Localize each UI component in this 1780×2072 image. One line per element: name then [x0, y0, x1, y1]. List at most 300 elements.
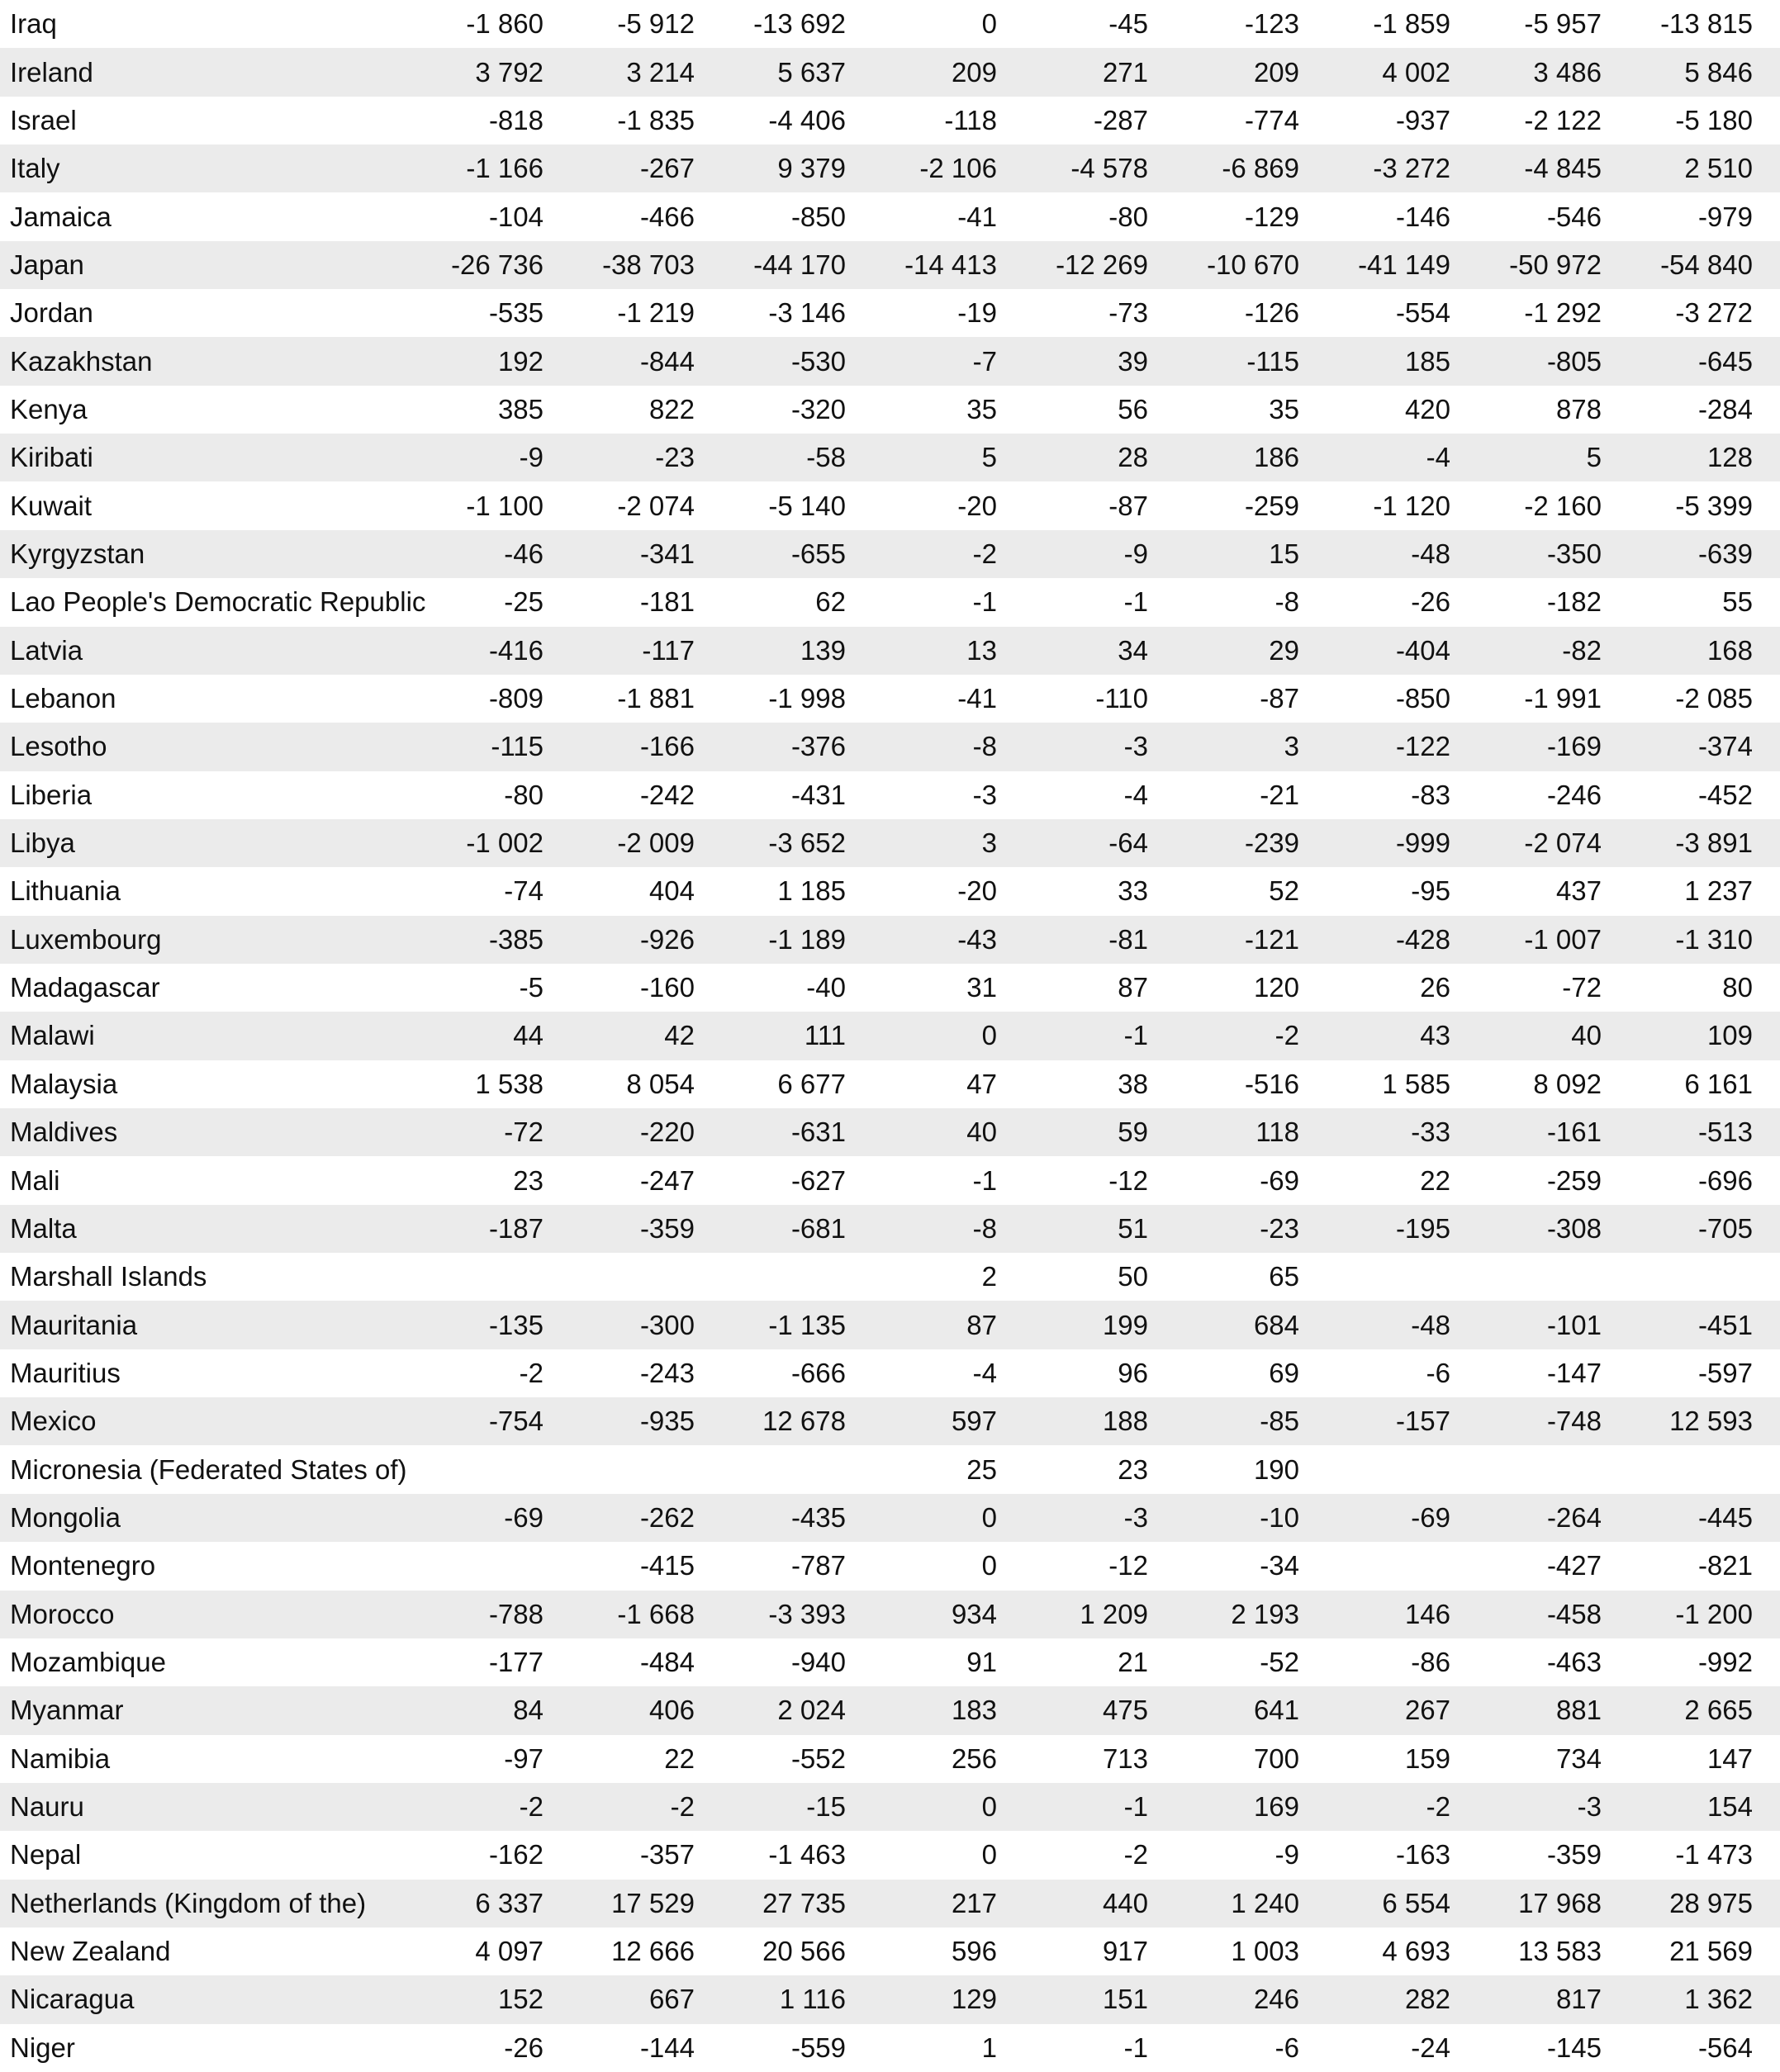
value-cell: -5 180 — [1675, 104, 1753, 135]
value-cell: 12 666 — [611, 1936, 695, 1967]
value-cell: 139 — [800, 634, 846, 666]
value-cell — [543, 1253, 695, 1301]
value-cell: 1 209 — [1080, 1598, 1148, 1629]
value-cell: -516 — [1244, 1068, 1299, 1099]
value-cell — [1602, 1253, 1753, 1301]
table-row — [0, 964, 1780, 1012]
value-cell: 3 — [981, 827, 997, 859]
value-cell: -2 — [1123, 1839, 1148, 1870]
value-cell: 151 — [1102, 1984, 1148, 2015]
value-cell: -121 — [1244, 923, 1299, 955]
value-cell: -3 272 — [1373, 153, 1450, 184]
value-cell: -69 — [504, 1501, 543, 1533]
value-cell: 1 538 — [475, 1068, 543, 1099]
country-name: Kyrgyzstan — [10, 538, 145, 569]
value-cell: -559 — [790, 2032, 846, 2063]
value-cell: 817 — [1555, 1984, 1602, 2015]
value-cell: 713 — [1102, 1742, 1148, 1774]
value-cell: -7 — [972, 345, 997, 377]
value-cell: -4 578 — [1070, 153, 1148, 184]
value-cell: -8 — [1274, 586, 1299, 618]
value-cell: 51 — [1118, 1212, 1148, 1244]
value-cell: -2 122 — [1524, 104, 1602, 135]
value-cell: 15 — [1269, 538, 1299, 569]
value-cell: -110 — [1095, 683, 1148, 714]
value-cell — [1450, 1253, 1602, 1301]
value-cell: -242 — [639, 779, 695, 810]
value-cell: 6 554 — [1382, 1887, 1450, 1918]
value-cell: -162 — [488, 1839, 543, 1870]
table-row — [0, 1349, 1780, 1397]
value-cell: 0 — [981, 1501, 997, 1533]
value-cell: -73 — [1108, 297, 1148, 329]
country-name: Malawi — [10, 1020, 95, 1051]
value-cell: 28 975 — [1669, 1887, 1753, 1918]
value-cell: 8 092 — [1533, 1068, 1602, 1099]
value-cell: 440 — [1102, 1887, 1148, 1918]
value-cell: 641 — [1253, 1695, 1299, 1726]
value-cell: 23 — [513, 1164, 543, 1196]
country-name: Niger — [10, 2032, 75, 2063]
value-cell: -129 — [1244, 201, 1299, 232]
value-cell: 878 — [1555, 393, 1602, 424]
country-name: Mauritania — [10, 1309, 138, 1340]
country-name: Luxembourg — [10, 923, 162, 955]
value-cell: 44 — [513, 1020, 543, 1051]
value-cell: -5 912 — [617, 8, 695, 40]
value-cell: -104 — [488, 201, 543, 232]
value-cell: -267 — [639, 153, 695, 184]
value-cell: -4 845 — [1524, 153, 1602, 184]
value-cell: 192 — [497, 345, 543, 377]
value-cell: -530 — [790, 345, 846, 377]
value-cell: 4 097 — [475, 1936, 543, 1967]
value-cell: -38 703 — [602, 249, 695, 280]
value-cell: -97 — [504, 1742, 543, 1774]
country-name: Lao People's Democratic Republic — [10, 586, 426, 618]
value-cell: 80 — [1722, 972, 1753, 1003]
table-row — [0, 1301, 1780, 1349]
value-cell: -1 310 — [1675, 923, 1753, 955]
value-cell: -23 — [655, 442, 695, 473]
value-cell: -6 — [1274, 2032, 1299, 2063]
country-name: Jordan — [10, 297, 93, 329]
table-row — [0, 2024, 1780, 2072]
value-cell: -463 — [1546, 1647, 1602, 1678]
value-cell: -166 — [639, 731, 695, 762]
value-cell: -415 — [639, 1550, 695, 1581]
value-cell: -239 — [1244, 827, 1299, 859]
country-name: Malaysia — [10, 1068, 118, 1099]
value-cell: -157 — [1395, 1406, 1450, 1437]
value-cell: -935 — [639, 1406, 695, 1437]
table-row — [0, 1831, 1780, 1879]
value-cell: -1 473 — [1675, 1839, 1753, 1870]
value-cell: -788 — [488, 1598, 543, 1629]
value-cell: 2 024 — [777, 1695, 846, 1726]
value-cell: -705 — [1697, 1212, 1753, 1244]
value-cell: 1 240 — [1231, 1887, 1299, 1918]
value-cell: -20 — [957, 490, 997, 521]
value-cell: -2 106 — [919, 153, 997, 184]
value-cell: -4 406 — [768, 104, 846, 135]
value-cell: -26 — [1411, 586, 1450, 618]
value-cell: -4 — [1123, 779, 1148, 810]
value-cell: -243 — [639, 1357, 695, 1388]
table-row — [0, 289, 1780, 337]
value-cell: -466 — [639, 201, 695, 232]
value-cell: -350 — [1546, 538, 1602, 569]
value-cell: -5 957 — [1524, 8, 1602, 40]
value-cell: -52 — [1260, 1647, 1299, 1678]
value-cell: -50 972 — [1509, 249, 1602, 280]
value-cell: -564 — [1697, 2032, 1753, 2063]
value-cell: -2 074 — [617, 490, 695, 521]
value-cell: -2 — [519, 1791, 543, 1823]
value-cell: -1 859 — [1373, 8, 1450, 40]
value-cell: -1 189 — [768, 923, 846, 955]
value-cell: -940 — [790, 1647, 846, 1678]
table-row — [0, 1397, 1780, 1445]
value-cell: -774 — [1244, 104, 1299, 135]
value-cell: 55 — [1722, 586, 1753, 618]
value-cell: 0 — [981, 1791, 997, 1823]
value-cell: -1 219 — [617, 297, 695, 329]
value-cell: -451 — [1697, 1309, 1753, 1340]
table-row — [0, 1542, 1780, 1590]
value-cell: 39 — [1118, 345, 1148, 377]
value-cell: -181 — [639, 586, 695, 618]
value-cell: -8 — [972, 731, 997, 762]
value-cell: 420 — [1404, 393, 1450, 424]
table-row — [0, 1205, 1780, 1253]
table-row — [0, 771, 1780, 819]
value-cell: 23 — [1118, 1453, 1148, 1485]
value-cell: -3 — [972, 779, 997, 810]
value-cell: 120 — [1253, 972, 1299, 1003]
country-name: Montenegro — [10, 1550, 156, 1581]
country-name: Kuwait — [10, 490, 93, 521]
table-row — [0, 627, 1780, 675]
value-cell: -163 — [1395, 1839, 1450, 1870]
value-cell: -3 — [1123, 1501, 1148, 1533]
value-cell: -376 — [790, 731, 846, 762]
value-cell: -645 — [1697, 345, 1753, 377]
value-cell: -597 — [1697, 1357, 1753, 1388]
country-name: Mexico — [10, 1406, 97, 1437]
country-name: Lithuania — [10, 875, 121, 907]
value-cell: 4 693 — [1382, 1936, 1450, 1967]
value-cell: 5 — [1586, 442, 1602, 473]
value-cell: 129 — [951, 1984, 997, 2015]
value-cell: -385 — [488, 923, 543, 955]
table-row — [0, 0, 1780, 48]
value-cell: 128 — [1706, 442, 1753, 473]
value-cell: 684 — [1253, 1309, 1299, 1340]
value-cell: 0 — [981, 1550, 997, 1581]
value-cell: 96 — [1118, 1357, 1148, 1388]
value-cell: 12 593 — [1669, 1406, 1753, 1437]
value-cell: 56 — [1118, 393, 1148, 424]
value-cell: 1 185 — [777, 875, 846, 907]
value-cell: 47 — [966, 1068, 997, 1099]
value-cell: -1 — [1123, 586, 1148, 618]
value-cell: -1 002 — [466, 827, 543, 859]
value-cell: 84 — [513, 1695, 543, 1726]
value-cell: -3 146 — [768, 297, 846, 329]
country-name: Japan — [10, 249, 84, 280]
value-cell: -1 — [1123, 1020, 1148, 1051]
country-name: Jamaica — [10, 201, 112, 232]
table-row — [0, 1494, 1780, 1542]
value-cell: 146 — [1404, 1598, 1450, 1629]
table-row — [0, 145, 1780, 192]
value-cell: 40 — [966, 1117, 997, 1148]
value-cell: -46 — [504, 538, 543, 569]
value-cell: -74 — [504, 875, 543, 907]
value-cell: -754 — [488, 1406, 543, 1437]
value-cell: -2 — [670, 1791, 695, 1823]
value-cell: 3 — [1284, 731, 1299, 762]
value-cell: -655 — [790, 538, 846, 569]
value-cell: -979 — [1697, 201, 1753, 232]
value-cell: -24 — [1411, 2032, 1450, 2063]
value-cell: -4 — [972, 1357, 997, 1388]
value-cell: -26 736 — [451, 249, 543, 280]
value-cell: 183 — [951, 1695, 997, 1726]
value-cell: -805 — [1546, 345, 1602, 377]
value-cell: -552 — [790, 1742, 846, 1774]
value-cell: -4 — [1426, 442, 1450, 473]
table-row — [0, 916, 1780, 964]
country-name: Mozambique — [10, 1647, 166, 1678]
value-cell: 1 237 — [1684, 875, 1753, 907]
value-cell: 385 — [497, 393, 543, 424]
value-cell: -1 292 — [1524, 297, 1602, 329]
table-row — [0, 578, 1780, 626]
table-row — [0, 819, 1780, 867]
value-cell: 209 — [951, 56, 997, 88]
value-cell: -1 463 — [768, 1839, 846, 1870]
value-cell: -452 — [1697, 779, 1753, 810]
value-cell: -126 — [1244, 297, 1299, 329]
value-cell: -1 881 — [617, 683, 695, 714]
value-cell: -69 — [1411, 1501, 1450, 1533]
value-cell: -431 — [790, 779, 846, 810]
value-cell: 69 — [1269, 1357, 1299, 1388]
value-cell: -1 166 — [466, 153, 543, 184]
value-cell: -821 — [1697, 1550, 1753, 1581]
value-cell: -3 393 — [768, 1598, 846, 1629]
value-cell: 5 637 — [777, 56, 846, 88]
value-cell: -43 — [957, 923, 997, 955]
value-cell: -445 — [1697, 1501, 1753, 1533]
value-cell: -850 — [1395, 683, 1450, 714]
value-cell: -10 — [1260, 1501, 1299, 1533]
value-cell: -809 — [488, 683, 543, 714]
country-name: Libya — [10, 827, 75, 859]
country-name: Mongolia — [10, 1501, 121, 1533]
table-row — [0, 97, 1780, 145]
value-cell: 734 — [1555, 1742, 1602, 1774]
country-name: Netherlands (Kingdom of the) — [10, 1887, 367, 1918]
value-cell: 6 337 — [475, 1887, 543, 1918]
value-cell: -80 — [504, 779, 543, 810]
value-cell: -287 — [1093, 104, 1148, 135]
value-cell: 188 — [1102, 1406, 1148, 1437]
value-cell: -48 — [1411, 538, 1450, 569]
value-cell: 159 — [1404, 1742, 1450, 1774]
value-cell: -2 — [1426, 1791, 1450, 1823]
value-cell: 20 566 — [762, 1936, 846, 1967]
value-cell: -341 — [639, 538, 695, 569]
value-cell: -12 — [1108, 1550, 1148, 1581]
value-cell: -404 — [1395, 634, 1450, 666]
table-row — [0, 386, 1780, 434]
value-cell: -1 835 — [617, 104, 695, 135]
value-cell: -554 — [1395, 297, 1450, 329]
value-cell: -9 — [1274, 1839, 1299, 1870]
value-cell: 50 — [1118, 1261, 1148, 1292]
value-cell: 25 — [966, 1453, 997, 1485]
value-cell: 0 — [981, 1020, 997, 1051]
table-row — [0, 530, 1780, 578]
value-cell: 934 — [951, 1598, 997, 1629]
value-cell: 2 510 — [1684, 153, 1753, 184]
value-cell: -40 — [806, 972, 846, 1003]
value-cell: -427 — [1546, 1550, 1602, 1581]
value-cell: -85 — [1260, 1406, 1299, 1437]
country-name: Kenya — [10, 393, 88, 424]
value-cell: -69 — [1260, 1164, 1299, 1196]
value-cell: -1 — [972, 586, 997, 618]
value-cell: -13 815 — [1660, 8, 1753, 40]
value-cell: 0 — [981, 8, 997, 40]
value-cell: -247 — [639, 1164, 695, 1196]
value-cell: 267 — [1404, 1695, 1450, 1726]
value-cell: 91 — [966, 1647, 997, 1678]
value-cell: 27 735 — [762, 1887, 846, 1918]
value-cell — [392, 1253, 543, 1301]
value-cell: -264 — [1546, 1501, 1602, 1533]
value-cell: -23 — [1260, 1212, 1299, 1244]
value-cell: -64 — [1108, 827, 1148, 859]
value-cell: 404 — [648, 875, 695, 907]
value-cell: -25 — [504, 586, 543, 618]
value-cell — [695, 1253, 846, 1301]
country-name: Kiribati — [10, 442, 93, 473]
value-cell: 33 — [1118, 875, 1148, 907]
value-cell: -161 — [1546, 1117, 1602, 1148]
country-name: Israel — [10, 104, 77, 135]
value-cell: -259 — [1546, 1164, 1602, 1196]
value-cell: 17 529 — [611, 1887, 695, 1918]
table-row — [0, 1108, 1780, 1156]
value-cell: -1 — [1123, 2032, 1148, 2063]
value-cell: -357 — [639, 1839, 695, 1870]
value-cell: -681 — [790, 1212, 846, 1244]
value-cell: -627 — [790, 1164, 846, 1196]
value-cell: 6 677 — [777, 1068, 846, 1099]
value-cell: 28 — [1118, 442, 1148, 473]
value-cell: -123 — [1244, 8, 1299, 40]
country-name: Nepal — [10, 1839, 82, 1870]
value-cell — [392, 1445, 543, 1493]
country-name: Latvia — [10, 634, 83, 666]
table-row — [0, 1735, 1780, 1783]
value-cell: 17 968 — [1518, 1887, 1602, 1918]
country-name: Mauritius — [10, 1357, 121, 1388]
value-cell: -999 — [1395, 827, 1450, 859]
value-cell: 2 — [981, 1261, 997, 1292]
value-cell: -86 — [1411, 1647, 1450, 1678]
value-cell: -83 — [1411, 779, 1450, 810]
table-row — [0, 48, 1780, 96]
country-name: Morocco — [10, 1598, 115, 1629]
value-cell: -1 007 — [1524, 923, 1602, 955]
value-cell — [1299, 1445, 1450, 1493]
value-cell: -48 — [1411, 1309, 1450, 1340]
value-cell: -10 670 — [1207, 249, 1299, 280]
value-cell: -3 — [1123, 731, 1148, 762]
table-row — [0, 337, 1780, 385]
value-cell: -359 — [639, 1212, 695, 1244]
country-name: Ireland — [10, 56, 93, 88]
value-cell: 1 116 — [779, 1984, 846, 2015]
value-cell: 5 — [981, 442, 997, 473]
value-cell: 87 — [966, 1309, 997, 1340]
value-cell: -144 — [639, 2032, 695, 2063]
value-cell: -12 — [1108, 1164, 1148, 1196]
value-cell: -2 085 — [1675, 683, 1753, 714]
value-cell: 1 003 — [1231, 1936, 1299, 1967]
country-name: Malta — [10, 1212, 77, 1244]
value-cell: -246 — [1546, 779, 1602, 810]
table-row — [0, 1591, 1780, 1638]
country-name: Nauru — [10, 1791, 84, 1823]
value-cell: -2 — [1274, 1020, 1299, 1051]
country-name: Lebanon — [10, 683, 116, 714]
value-cell: -54 840 — [1660, 249, 1753, 280]
table-row — [0, 1783, 1780, 1831]
value-cell: -787 — [790, 1550, 846, 1581]
value-cell: 185 — [1404, 345, 1450, 377]
value-cell: -1 135 — [768, 1309, 846, 1340]
value-cell: -1 — [1123, 1791, 1148, 1823]
value-cell: -87 — [1260, 683, 1299, 714]
value-cell: 917 — [1102, 1936, 1148, 1967]
country-name: Kazakhstan — [10, 345, 153, 377]
value-cell: -169 — [1546, 731, 1602, 762]
value-cell: 597 — [951, 1406, 997, 1437]
value-cell: -2 160 — [1524, 490, 1602, 521]
table-row — [0, 192, 1780, 240]
value-cell: 147 — [1706, 1742, 1753, 1774]
value-cell: -5 140 — [768, 490, 846, 521]
table-row — [0, 1638, 1780, 1686]
value-cell: -87 — [1108, 490, 1148, 521]
value-cell: -44 170 — [753, 249, 846, 280]
value-cell: 199 — [1102, 1309, 1148, 1340]
country-name: Liberia — [10, 779, 93, 810]
value-cell: -2 074 — [1524, 827, 1602, 859]
value-cell: -34 — [1260, 1550, 1299, 1581]
value-cell: -631 — [790, 1117, 846, 1148]
value-cell: 0 — [981, 1839, 997, 1870]
value-cell: 22 — [664, 1742, 695, 1774]
value-cell: -818 — [488, 104, 543, 135]
value-cell: -12 269 — [1056, 249, 1148, 280]
